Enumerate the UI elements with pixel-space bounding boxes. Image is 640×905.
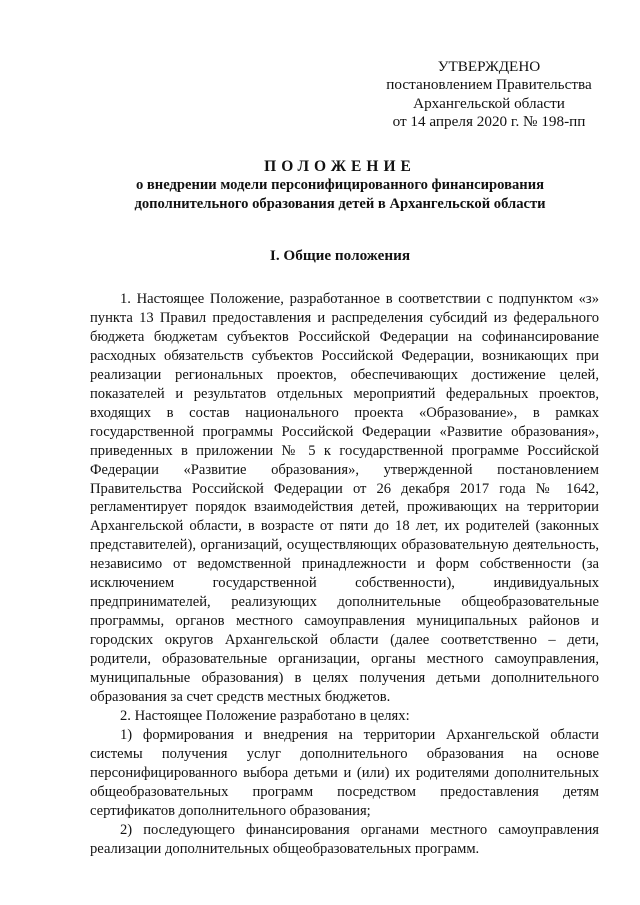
document-body — [90, 290, 599, 859]
paragraph: 2) последующего финансирования органами местного самоуправления реализации дополнительных общеобразовательных программ. — [90, 821, 599, 857]
document-title: ПОЛОЖЕНИЕ — [264, 158, 416, 175]
document-subtitle-line-1: о внедрении модели персонифицированного финансирования — [135, 177, 544, 193]
paragraph: 1) формирования и внедрения на территории Архангельской области системы получения услуг дополнительного образования на основе персонифицированного выбора детьми и (или) их родителями дополнительных общеобразовательных программ посредством предоставления детям сертификатов дополнительного образования; — [90, 726, 599, 819]
approval-region: Архангельской области — [413, 94, 565, 112]
section-heading: I. Общие положения — [269, 247, 411, 264]
approval-stamp-block — [380, 58, 598, 132]
paragraph: 1. Настоящее Положение, разработанное в соответствии с подпунктом «з» пункта 13 Правил предоставления и распределения субсидий из федерального бюджета бюджетам субъектов Российской Федерации на софинансирование расходных обязательств субъектов Российской Федерации, возникающих при реализации региональных проектов, обеспечивающих достижение целей, показателей и результатов отдельных мероприятий федеральных проектов, входящих в состав национального проекта «Образование», в рамках государственной программы Российской Федерации «Развитие образования», приведенных в приложении № 5 к государственной программе Российской Федерации «Развитие образования», утвержденной постановлением Правительства Российской Федерации от 26 декабря 2017 года № 1642, регламентирует порядок взаимодействия детей, проживающих на территории Архангельской области, в возрасте от пяти до 18 лет, их родителей (законных представителей), организаций, осуществляющих образовательную деятельность, независимо от ведомственной принадлежности и форм собственности (за исключением государственной собственности), индивидуальных предпринимателей, реализующих дополнительные общеобразовательные программы, органов местного самоуправления муниципальных районов и городских округов Архангельской области (далее соответственно – дети, родители, образовательные организации, органы местного самоуправления, муниципальные образования) в целях получения детьми дополнительного образования за счет средств местных бюджетов. — [90, 291, 599, 706]
approval-date-number: от 14 апреля 2020 г. № 198-пп — [392, 113, 586, 131]
approval-issuer: постановлением Правительства — [386, 76, 592, 94]
paragraph: 2. Настоящее Положение разработано в целях: — [120, 707, 410, 724]
document-title-block — [90, 157, 590, 214]
document-subtitle-line-2: дополнительного образования детей в Архангельской области — [134, 196, 546, 212]
approval-heading: УТВЕРЖДЕНО — [437, 58, 541, 75]
